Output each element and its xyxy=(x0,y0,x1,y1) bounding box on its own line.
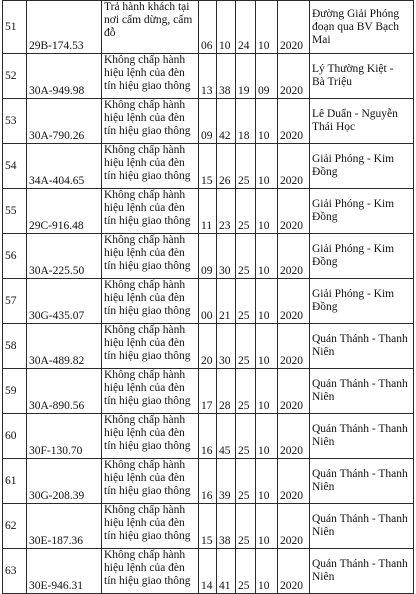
table-row xyxy=(3,1,414,54)
violation-cell xyxy=(102,54,199,99)
row-number-cell: 58 xyxy=(3,324,27,369)
location-cell xyxy=(310,1,414,54)
violation-text-line: hiệu lệnh của đèn xyxy=(104,202,185,214)
year-cell: 2020 xyxy=(278,324,310,369)
minute-cell: 45 xyxy=(217,414,236,459)
violation-cell xyxy=(102,99,199,144)
violation-text-line: hiệu lệnh của đèn xyxy=(104,157,185,169)
day-cell: 25 xyxy=(236,144,256,189)
day-cell: 19 xyxy=(236,54,256,99)
location-text-line: Đường Giải Phóng xyxy=(312,7,400,20)
day-cell: 25 xyxy=(236,279,256,324)
violation-text-line: Không chấp hành xyxy=(104,504,186,516)
violation-text-line: nơi cấm dừng, cấm xyxy=(104,14,193,26)
license-plate-cell: 30E-946.31 xyxy=(27,549,102,594)
violation-text-line: hiệu lệnh của đèn xyxy=(104,247,185,259)
minute-cell: 41 xyxy=(217,549,236,594)
location-cell xyxy=(310,279,414,324)
hour-cell: 11 xyxy=(199,189,217,234)
location-cell xyxy=(310,414,414,459)
license-plate-cell: 30G-208.39 xyxy=(27,459,102,504)
row-number-cell: 60 xyxy=(3,414,27,459)
minute-cell: 30 xyxy=(217,234,236,279)
row-number-cell: 51 xyxy=(3,1,27,54)
license-plate-cell: 30G-435.07 xyxy=(27,279,102,324)
year-cell: 2020 xyxy=(278,279,310,324)
violation-text-line: Không chấp hành xyxy=(104,99,186,111)
minute-cell: 21 xyxy=(217,279,236,324)
violation-cell xyxy=(102,504,199,549)
location-text-line: Quán Thánh - Thanh xyxy=(312,423,408,435)
year-cell: 2020 xyxy=(278,54,310,99)
violation-cell xyxy=(102,234,199,279)
minute-cell: 10 xyxy=(217,1,236,54)
violation-text-line: Không chấp hành xyxy=(104,324,186,336)
minute-cell: 30 xyxy=(217,324,236,369)
row-number-cell: 63 xyxy=(3,549,27,594)
location-text-line: Giải Phóng - Kim xyxy=(312,153,395,165)
location-text-line: đoạn qua BV Bạch xyxy=(312,20,399,33)
violation-text-line: hiệu lệnh của đèn xyxy=(104,472,185,484)
violation-text-line: tín hiệu giao thông xyxy=(104,215,191,227)
violations-table xyxy=(2,0,414,594)
license-plate-cell: 30A-489.82 xyxy=(27,324,102,369)
location-text-line: Đồng xyxy=(312,301,338,313)
day-cell: 25 xyxy=(236,504,256,549)
year-cell: 2020 xyxy=(278,459,310,504)
month-cell: 10 xyxy=(256,414,278,459)
day-cell: 25 xyxy=(236,549,256,594)
location-text-line: Quán Thánh - Thanh xyxy=(312,378,408,390)
violation-text-line: hiệu lệnh của đèn xyxy=(104,427,185,439)
violation-text-line: hiệu lệnh của đèn xyxy=(104,382,185,394)
location-text-line: Quán Thánh - Thanh xyxy=(312,558,408,570)
hour-cell: 00 xyxy=(199,279,217,324)
year-cell: 2020 xyxy=(278,99,310,144)
table-row xyxy=(3,324,414,369)
hour-cell: 20 xyxy=(199,324,217,369)
violation-cell xyxy=(102,459,199,504)
row-number-cell: 62 xyxy=(3,504,27,549)
violation-text-line: Không chấp hành xyxy=(104,144,186,156)
year-cell: 2020 xyxy=(278,504,310,549)
license-plate-cell: 30A-225.50 xyxy=(27,234,102,279)
location-text-line: Giải Phóng - Kim xyxy=(312,243,395,255)
license-plate-cell: 30A-949.98 xyxy=(27,54,102,99)
month-cell: 10 xyxy=(256,279,278,324)
violation-text-line: hiệu lệnh của đèn xyxy=(104,517,185,529)
month-cell: 10 xyxy=(256,234,278,279)
day-cell: 25 xyxy=(236,414,256,459)
location-text-line: Bà Triệu xyxy=(312,76,352,88)
license-plate-cell: 29B-174.53 xyxy=(27,1,102,54)
violation-text-line: Không chấp hành xyxy=(104,54,186,66)
table-row xyxy=(3,369,414,414)
location-text-line: Niên xyxy=(312,526,335,538)
location-text-line: Quán Thánh - Thanh xyxy=(312,513,408,525)
month-cell: 10 xyxy=(256,189,278,234)
violation-cell xyxy=(102,279,199,324)
month-cell: 10 xyxy=(256,504,278,549)
location-text-line: Niên xyxy=(312,391,335,403)
location-cell xyxy=(310,99,414,144)
violation-text-line: tín hiệu giao thông xyxy=(104,260,191,272)
violation-text-line: hiệu lệnh của đèn xyxy=(104,67,185,79)
table-row xyxy=(3,234,414,279)
violation-text-line: hiệu lệnh của đèn xyxy=(104,337,185,349)
hour-cell: 15 xyxy=(199,504,217,549)
hour-cell: 14 xyxy=(199,549,217,594)
hour-cell: 09 xyxy=(199,234,217,279)
location-text-line: Lý Thường Kiệt - xyxy=(312,63,394,75)
violation-text-line: tín hiệu giao thông xyxy=(104,485,191,497)
row-number-cell: 55 xyxy=(3,189,27,234)
row-number-cell: 56 xyxy=(3,234,27,279)
violation-text-line: Không chấp hành xyxy=(104,189,186,201)
day-cell: 24 xyxy=(236,1,256,54)
violation-cell xyxy=(102,324,199,369)
hour-cell: 15 xyxy=(199,144,217,189)
violation-text-line: Không chấp hành xyxy=(104,414,186,426)
table-body xyxy=(3,1,414,594)
table-row xyxy=(3,459,414,504)
minute-cell: 42 xyxy=(217,99,236,144)
month-cell: 10 xyxy=(256,549,278,594)
minute-cell: 23 xyxy=(217,189,236,234)
license-plate-cell: 29C-916.48 xyxy=(27,189,102,234)
violation-text-line: tín hiệu giao thông xyxy=(104,80,191,92)
location-text-line: Niên xyxy=(312,346,335,358)
month-cell: 10 xyxy=(256,369,278,414)
table-row xyxy=(3,189,414,234)
location-cell xyxy=(310,324,414,369)
location-cell xyxy=(310,234,414,279)
month-cell: 09 xyxy=(256,54,278,99)
row-number-cell: 53 xyxy=(3,99,27,144)
row-number-cell: 61 xyxy=(3,459,27,504)
violation-text-line: tín hiệu giao thông xyxy=(104,530,191,542)
day-cell: 18 xyxy=(236,99,256,144)
location-cell xyxy=(310,144,414,189)
location-text-line: Giải Phóng - Kim xyxy=(312,288,395,300)
license-plate-cell: 30F-130.70 xyxy=(27,414,102,459)
violation-text-line: Trả hành khách tại xyxy=(104,1,190,13)
violation-text-line: Không chấp hành xyxy=(104,279,186,291)
license-plate-cell: 30A-890.56 xyxy=(27,369,102,414)
location-cell xyxy=(310,504,414,549)
violation-text-line: tín hiệu giao thông xyxy=(104,575,191,587)
minute-cell: 38 xyxy=(217,54,236,99)
month-cell: 10 xyxy=(256,459,278,504)
location-text-line: Niên xyxy=(312,481,335,493)
table-row xyxy=(3,279,414,324)
minute-cell: 28 xyxy=(217,369,236,414)
violation-text-line: hiệu lệnh của đèn xyxy=(104,112,185,124)
violation-text-line: tín hiệu giao thông xyxy=(104,350,191,362)
hour-cell: 16 xyxy=(199,459,217,504)
table-row xyxy=(3,144,414,189)
table-row xyxy=(3,99,414,144)
location-text-line: Lê Duẩn - Nguyễn xyxy=(312,108,398,120)
violation-text-line: tín hiệu giao thông xyxy=(104,440,191,452)
violation-text-line: Không chấp hành xyxy=(104,234,186,246)
row-number-cell: 54 xyxy=(3,144,27,189)
year-cell: 2020 xyxy=(278,549,310,594)
location-text-line: Quán Thánh - Thanh xyxy=(312,468,408,480)
row-number-cell: 59 xyxy=(3,369,27,414)
year-cell: 2020 xyxy=(278,144,310,189)
violation-text-line: tín hiệu giao thông xyxy=(104,305,191,317)
row-number-cell: 57 xyxy=(3,279,27,324)
location-text-line: Thái Học xyxy=(312,121,356,133)
location-cell xyxy=(310,459,414,504)
day-cell: 25 xyxy=(236,459,256,504)
violation-text-line: hiệu lệnh của đèn xyxy=(104,292,185,304)
violation-text-line: tín hiệu giao thông xyxy=(104,125,191,137)
hour-cell: 06 xyxy=(199,1,217,54)
minute-cell: 26 xyxy=(217,144,236,189)
violation-cell xyxy=(102,549,199,594)
location-text-line: Đồng xyxy=(312,211,338,223)
minute-cell: 38 xyxy=(217,504,236,549)
license-plate-cell: 30A-790.26 xyxy=(27,99,102,144)
table-row xyxy=(3,504,414,549)
month-cell: 10 xyxy=(256,99,278,144)
location-text-line: Đồng xyxy=(312,166,338,178)
violation-text-line: đỗ xyxy=(104,27,116,39)
day-cell: 25 xyxy=(236,234,256,279)
violation-cell xyxy=(102,1,199,54)
month-cell: 10 xyxy=(256,1,278,54)
day-cell: 25 xyxy=(236,324,256,369)
location-text-line: Niên xyxy=(312,436,335,448)
hour-cell: 17 xyxy=(199,369,217,414)
day-cell: 25 xyxy=(236,189,256,234)
location-cell xyxy=(310,549,414,594)
location-text-line: Mai xyxy=(312,33,331,46)
location-text-line: Đồng xyxy=(312,256,338,268)
month-cell: 10 xyxy=(256,324,278,369)
violation-cell xyxy=(102,144,199,189)
location-cell xyxy=(310,369,414,414)
row-number-cell: 52 xyxy=(3,54,27,99)
violation-cell xyxy=(102,414,199,459)
violation-text-line: tín hiệu giao thông xyxy=(104,395,191,407)
violation-cell xyxy=(102,189,199,234)
violation-text-line: Không chấp hành xyxy=(104,369,186,381)
location-cell xyxy=(310,189,414,234)
year-cell: 2020 xyxy=(278,189,310,234)
day-cell: 25 xyxy=(236,369,256,414)
violation-cell xyxy=(102,369,199,414)
hour-cell: 13 xyxy=(199,54,217,99)
location-cell xyxy=(310,54,414,99)
year-cell: 2020 xyxy=(278,369,310,414)
location-text-line: Giải Phóng - Kim xyxy=(312,198,395,210)
license-plate-cell: 34A-404.65 xyxy=(27,144,102,189)
violation-text-line: tín hiệu giao thông xyxy=(104,170,191,182)
violation-text-line: Không chấp hành xyxy=(104,459,186,471)
violation-text-line: Không chấp hành xyxy=(104,549,186,561)
hour-cell: 09 xyxy=(199,99,217,144)
year-cell: 2020 xyxy=(278,1,310,54)
table-row xyxy=(3,549,414,594)
hour-cell: 16 xyxy=(199,414,217,459)
violation-text-line: hiệu lệnh của đèn xyxy=(104,562,185,574)
month-cell: 10 xyxy=(256,144,278,189)
minute-cell: 39 xyxy=(217,459,236,504)
location-text-line: Quán Thánh - Thanh xyxy=(312,333,408,345)
year-cell: 2020 xyxy=(278,414,310,459)
location-text-line: Niên xyxy=(312,571,335,583)
license-plate-cell: 30E-187.36 xyxy=(27,504,102,549)
table-row xyxy=(3,54,414,99)
year-cell: 2020 xyxy=(278,234,310,279)
table-row xyxy=(3,414,414,459)
